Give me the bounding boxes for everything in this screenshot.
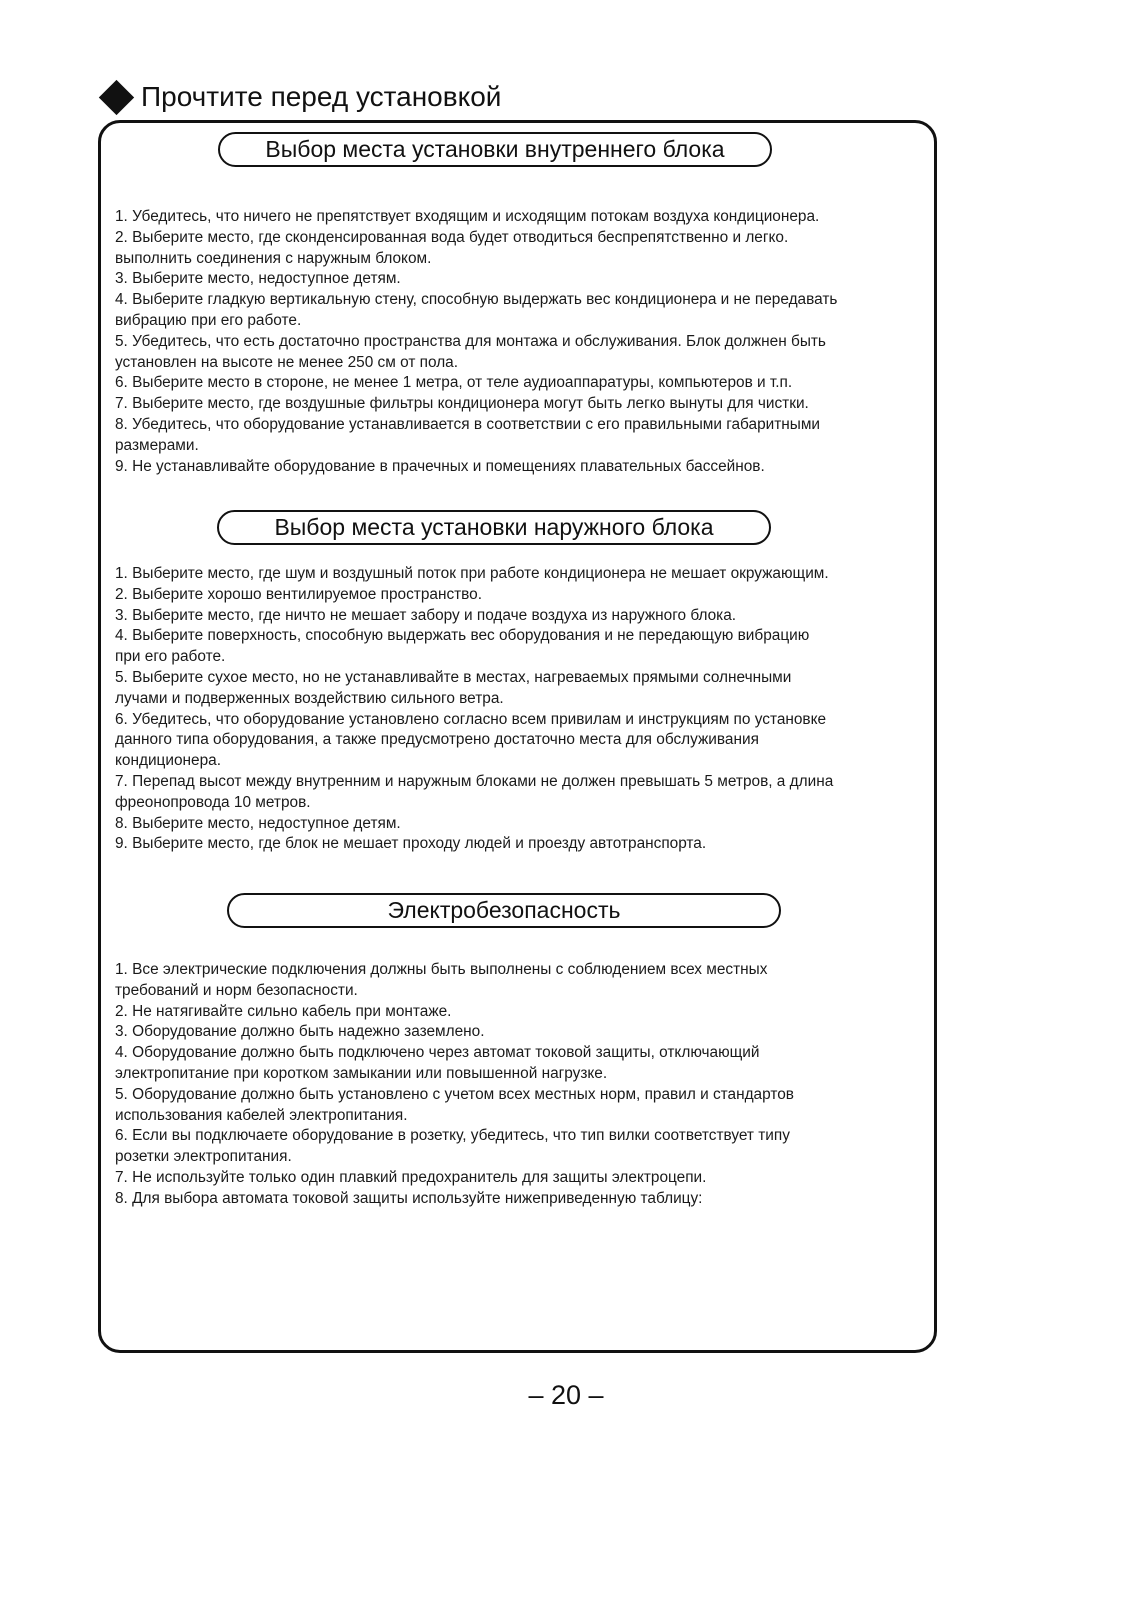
page-number: – 20 – [528, 1380, 604, 1410]
list-item: 3. Оборудование должно быть надежно заземлено. [115, 1023, 485, 1041]
page-header [98, 80, 501, 114]
indoor-unit-list [115, 207, 930, 477]
list-item: 3. Выберите место, недоступное детям. [115, 270, 401, 288]
list-item: 4. Оборудование должно быть подключено через автомат токовой защиты, отключающий электропитание при коротком замыкании или повышенной нагрузке. [115, 1044, 760, 1082]
list-item: 8. Для выбора автомата токовой защиты используйте нижеприведенную таблицу: [115, 1189, 703, 1207]
page-title: Прочтите перед установкой [141, 81, 502, 112]
list-item: 2. Выберите место, где сконденсированная вода будет отводиться беспрепятственно и легко. выполнить соединения с наружным блоком. [115, 228, 789, 267]
list-item: 6. Убедитесь, что оборудование установлено согласно всем привилам и инструкциям по установке данного типа оборудования, а также предусмотрено достаточно места для обслуживания кондиционера. [115, 710, 827, 770]
list-item: 1. Все электрические подключения должны быть выполнены с соблюдением всех местных требований и норм безопасности. [115, 961, 768, 999]
list-item: 5. Оборудование должно быть установлено с учетом всех местных норм, правил и стандартов использования кабелей электропитания. [115, 1085, 794, 1124]
list-item: 4. Выберите поверхность, способную выдержать вес оборудования и не передающую вибрацию при его работе. [115, 627, 810, 666]
list-item: 7. Не используйте только один плавкий предохранитель для защиты электроцепи. [115, 1168, 707, 1186]
outdoor-unit-list [115, 564, 930, 855]
list-item: 6. Выберите место в стороне, не менее 1 метра, от теле аудиоаппаратуры, компьютеров и т.п. [115, 374, 793, 392]
list-item: 9. Не устанавливайте оборудование в прачечных и помещениях плавательных бассейнов. [115, 457, 765, 475]
list-item: 2. Выберите хорошо вентилируемое пространство. [115, 585, 483, 603]
list-item: 1. Убедитесь, что ничего не препятствует входящим и исходящим потокам воздуха кондиционера. [115, 208, 820, 225]
list-item: 7. Перепад высот между внутренним и наружным блоками не должен превышать 5 метров, а длина фреонопровода 10 метров. [115, 772, 834, 811]
list-item: 9. Выберите место, где блок не мешает проходу людей и проезду автотранспорта. [115, 835, 707, 853]
list-item: 2. Не натягивайте сильно кабель при монтаже. [115, 1002, 452, 1020]
diamond-bullet-icon [99, 79, 134, 114]
section-heading-outdoor-unit: Выбор места установки наружного блока [217, 510, 771, 545]
list-item: 8. Выберите место, недоступное детям. [115, 814, 401, 832]
list-item: 1. Выберите место, где шум и воздушный поток при работе кондиционера не мешает окружающим. [115, 565, 829, 582]
list-item: 7. Выберите место, где воздушные фильтры кондиционера могут быть легко вынуты для чистки. [115, 395, 809, 413]
list-item: 4. Выберите гладкую вертикальную стену, способную выдержать вес кондиционера и не передавать вибрацию при его работе. [115, 291, 838, 329]
list-item: 8. Убедитесь, что оборудование устанавливается в соответствии с его правильными габаритными размерами. [115, 415, 821, 454]
electrical-safety-list [115, 960, 930, 1210]
list-item: 6. Если вы подключаете оборудование в розетку, убедитесь, что тип вилки соответствует типу розетки электропитания. [115, 1127, 790, 1166]
list-item: 3. Выберите место, где ничто не мешает забору и подаче воздуха из наружного блока. [115, 606, 737, 624]
section-heading-indoor-unit: Выбор места установки внутреннего блока [218, 132, 772, 167]
list-item: 5. Убедитесь, что есть достаточно пространства для монтажа и обслуживания. Блок должнен быть установлен на высоте не менее 250 см от пола. [115, 332, 826, 371]
section-heading-electrical-safety: Электробезопасность [227, 893, 781, 928]
list-item: 5. Выберите сухое место, но не устанавливайте в местах, нагреваемых прямыми солнечными лучами и подверженных воздействию сильного ветра. [115, 668, 792, 707]
